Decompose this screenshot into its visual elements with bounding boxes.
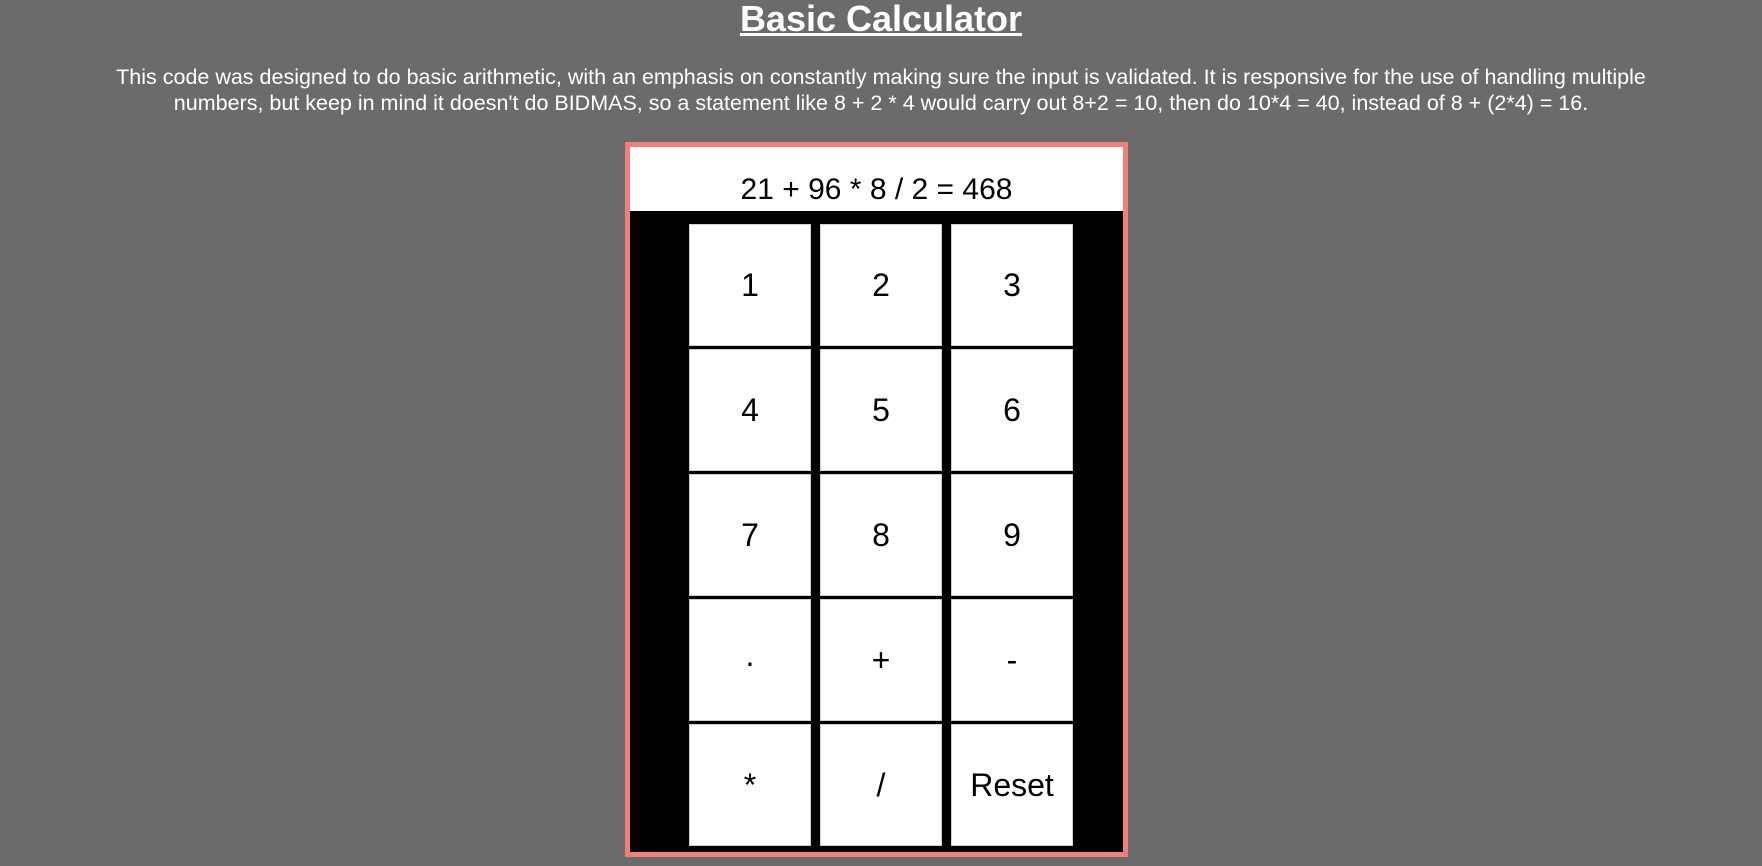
- page-title: Basic Calculator: [739, 0, 1023, 39]
- key-3[interactable]: 3: [951, 224, 1073, 346]
- calculator-display: 21 + 96 * 8 / 2 = 468: [630, 147, 1123, 211]
- key-reset[interactable]: Reset: [951, 724, 1073, 846]
- key-multiply[interactable]: *: [689, 724, 811, 846]
- keypad: [689, 224, 1075, 846]
- page-description: [60, 64, 1702, 116]
- key-4[interactable]: 4: [689, 349, 811, 471]
- key-2[interactable]: 2: [820, 224, 942, 346]
- description-line-2: numbers, but keep in mind it doesn't do BIDMAS, so a statement like 8 + 2 * 4 would carry out 8+2 = 10, then do 10*4 = 40, instead of 8 + (2*4) = 16.: [173, 91, 1589, 115]
- key-9[interactable]: 9: [951, 474, 1073, 596]
- key-add[interactable]: +: [820, 599, 942, 721]
- calculator: [625, 142, 1128, 857]
- description-line-1: This code was designed to do basic arithmetic, with an emphasis on constantly making sure the input is validated. It is responsive for the use of handling multiple: [116, 65, 1646, 89]
- key-8[interactable]: 8: [820, 474, 942, 596]
- key-decimal[interactable]: .: [689, 599, 811, 721]
- key-5[interactable]: 5: [820, 349, 942, 471]
- key-6[interactable]: 6: [951, 349, 1073, 471]
- key-1[interactable]: 1: [689, 224, 811, 346]
- key-subtract[interactable]: -: [951, 599, 1073, 721]
- key-7[interactable]: 7: [689, 474, 811, 596]
- key-divide[interactable]: /: [820, 724, 942, 846]
